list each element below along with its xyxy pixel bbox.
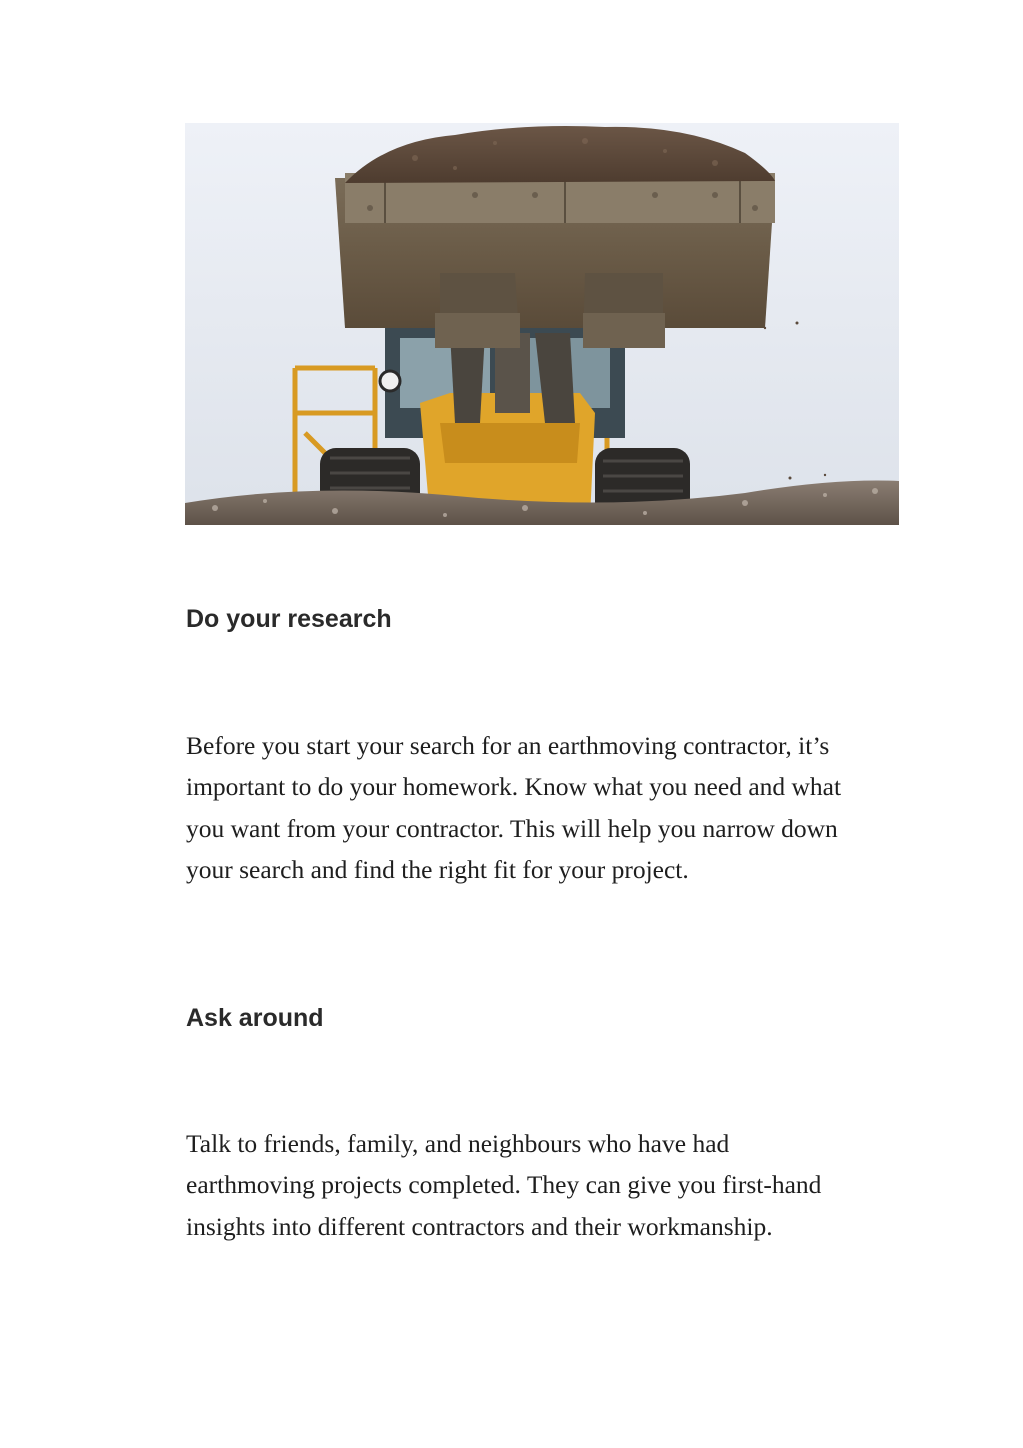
section-heading-research: Do your research <box>186 605 392 633</box>
section-body-ask-around: Talk to friends, family, and neighbours who have had earthmoving projects completed. They can give you first-hand insights into different contractors and their workmanship. <box>186 1129 822 1241</box>
section-heading-ask-around: Ask around <box>186 1004 324 1032</box>
section-body-research: Before you start your search for an earthmoving contractor, it’s important to do your homework. Know what you need and what you want from your contractor. This will help you narrow down your search and find the right fit for your project. <box>186 731 842 884</box>
hero-image <box>185 123 899 525</box>
